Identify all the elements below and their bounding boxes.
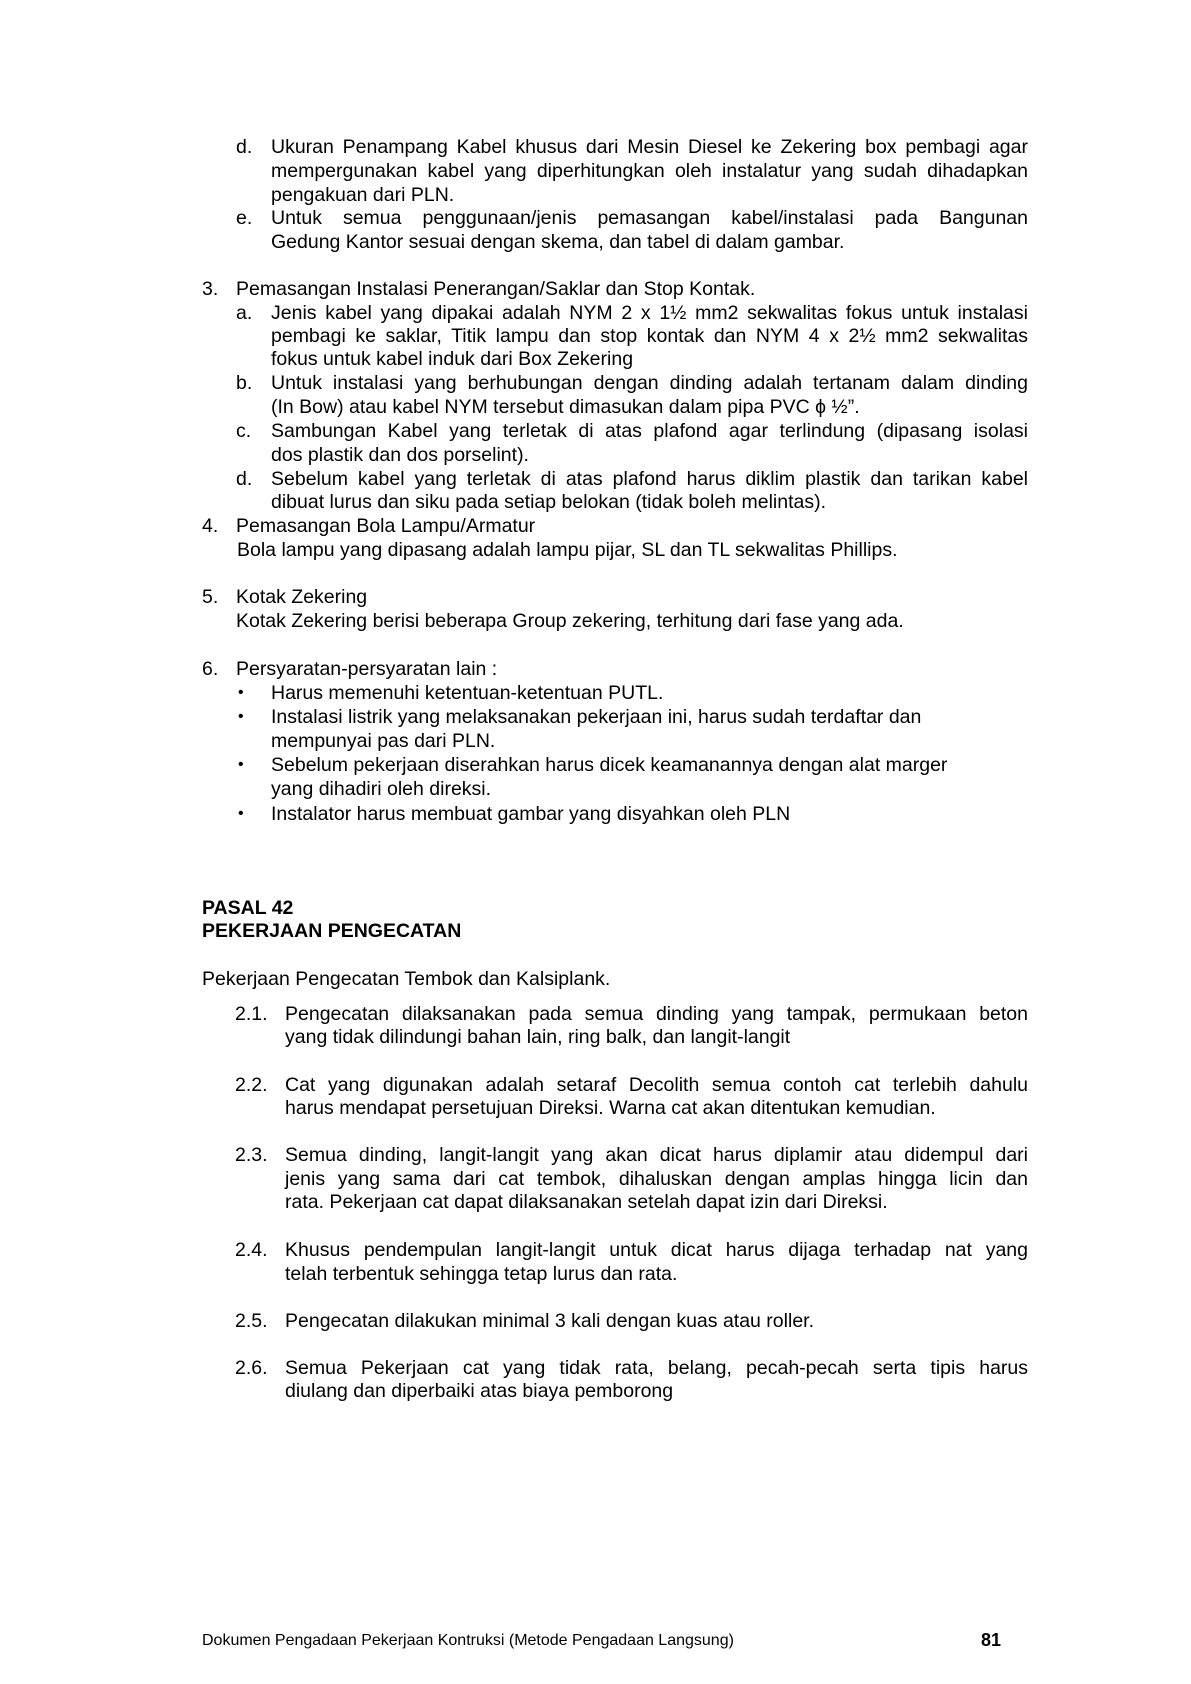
list-item-text: Pengecatan dilakukan minimal 3 kali dengan kuas atau roller. — [285, 1310, 814, 1332]
list-item-text: dos plastik dan dos porselint). — [271, 444, 529, 466]
bullet-text: yang dihadiri oleh direksi. — [271, 778, 492, 800]
pasal-number: PASAL 42 — [202, 897, 294, 919]
section-item-body: Kotak Zekering berisi beberapa Group zekering, terhitung dari fase yang ada. — [236, 610, 904, 632]
list-item-text: pengakuan dari PLN. — [271, 184, 455, 206]
list-item-text: telah terbentuk sehingga tetap lurus dan rata. — [285, 1263, 678, 1285]
list-item-text: Sambungan Kabel yang terletak di atas plafond agar terlindung (dipasang isolasi — [271, 420, 1028, 442]
list-item-text: jenis yang sama dari cat tembok, dihaluskan dengan amplas hingga licin dan — [285, 1168, 1028, 1190]
list-item-text: fokus untuk kabel induk dari Box Zekering — [271, 348, 634, 370]
bullet-text: mempunyai pas dari PLN. — [271, 730, 496, 752]
list-item-text: Untuk semua penggunaan/jenis pemasangan kabel/instalasi pada Bangunan — [271, 207, 1028, 229]
list-marker: 2.3. — [235, 1144, 268, 1166]
list-item-text: Cat yang digunakan adalah setaraf Decolith semua contoh cat terlebih dahulu — [285, 1074, 1028, 1096]
page-number: 81 — [981, 1630, 1002, 1650]
section-item-title: Pemasangan Bola Lampu/Armatur — [236, 515, 536, 537]
list-item-text: Semua Pekerjaan cat yang tidak rata, belang, pecah-pecah serta tipis harus — [285, 1357, 1028, 1379]
list-marker: 5. — [202, 586, 219, 608]
list-item-text: Pengecatan dilaksanakan pada semua dinding yang tampak, permukaan beton — [285, 1003, 1028, 1025]
list-item-text: diulang dan diperbaiki atas biaya pemborong — [285, 1380, 674, 1402]
pasal-intro: Pekerjaan Pengecatan Tembok dan Kalsiplank. — [202, 968, 611, 990]
list-marker: 3. — [202, 278, 219, 300]
list-item-text: harus mendapat persetujuan Direksi. Warna cat akan ditentukan kemudian. — [285, 1097, 936, 1119]
list-item-text: Khusus pendempulan langit-langit untuk dicat harus dijaga terhadap nat yang — [285, 1239, 1028, 1261]
list-item-text: Untuk instalasi yang berhubungan dengan dinding adalah tertanam dalam dinding — [271, 372, 1028, 394]
list-item-text: mempergunakan kabel yang diperhitungkan oleh instalatur yang sudah dihadapkan — [271, 160, 1028, 182]
list-marker: b. — [236, 372, 253, 394]
list-marker: d. — [236, 136, 253, 158]
list-item-text: dibuat lurus dan siku pada setiap belokan (tidak boleh melintas). — [271, 491, 827, 513]
bullet-text: Instalator harus membuat gambar yang disyahkan oleh PLN — [271, 803, 791, 825]
list-marker: 2.1. — [235, 1003, 268, 1025]
list-item-text: yang tidak dilindungi bahan lain, ring balk, dan langit-langit — [285, 1026, 791, 1048]
list-marker: 2.6. — [235, 1357, 268, 1379]
list-marker: a. — [236, 302, 253, 324]
section-item-title: Persyaratan-persyaratan lain : — [236, 658, 498, 680]
bullet-icon: • — [238, 756, 244, 773]
list-item-text: pembagi ke saklar, Titik lampu dan stop kontak dan NYM 4 x 2½ mm2 sekwalitas — [271, 325, 1028, 347]
list-marker: 2.4. — [235, 1239, 268, 1261]
list-marker: e. — [236, 207, 253, 229]
section-item-title: Kotak Zekering — [236, 586, 368, 608]
list-marker: 2.2. — [235, 1074, 268, 1096]
list-marker: 6. — [202, 658, 219, 680]
bullet-icon: • — [238, 805, 244, 822]
list-item-text: (In Bow) atau kabel NYM tersebut dimasukan dalam pipa PVC ϕ ½”. — [271, 396, 860, 418]
bullet-text: Harus memenuhi ketentuan-ketentuan PUTL. — [271, 682, 664, 704]
pasal-title: PEKERJAAN PENGECATAN — [202, 920, 462, 942]
list-marker: c. — [236, 420, 252, 442]
list-item-text: Sebelum kabel yang terletak di atas plafond harus diklim plastik dan tarikan kabel — [271, 468, 1028, 490]
list-marker: 4. — [202, 515, 219, 537]
footer-text: Dokumen Pengadaan Pekerjaan Kontruksi (Metode Pengadaan Langsung) — [202, 1632, 734, 1649]
list-item-text: Jenis kabel yang dipakai adalah NYM 2 x 1½ mm2 sekwalitas fokus untuk instalasi — [271, 302, 1028, 324]
section-item-body: Bola lampu yang dipasang adalah lampu pijar, SL dan TL sekwalitas Phillips. — [237, 539, 898, 561]
list-item-text: Semua dinding, langit-langit yang akan dicat harus diplamir atau didempul dari — [285, 1144, 1028, 1166]
bullet-text: Sebelum pekerjaan diserahkan harus dicek keamanannya dengan alat marger — [271, 754, 948, 776]
list-item-text: Gedung Kantor sesuai dengan skema, dan tabel di dalam gambar. — [271, 231, 845, 253]
list-item-text: Ukuran Penampang Kabel khusus dari Mesin Diesel ke Zekering box pembagi agar — [271, 136, 1028, 158]
list-item-text: rata. Pekerjaan cat dapat dilaksanakan setelah dapat izin dari Direksi. — [285, 1191, 888, 1213]
bullet-icon: • — [238, 708, 244, 725]
list-marker: 2.5. — [235, 1310, 268, 1332]
list-marker: d. — [236, 468, 253, 490]
bullet-text: Instalasi listrik yang melaksanakan pekerjaan ini, harus sudah terdaftar dan — [271, 706, 922, 728]
bullet-icon: • — [238, 684, 244, 701]
section-item-title: Pemasangan Instalasi Penerangan/Saklar dan Stop Kontak. — [236, 278, 756, 300]
